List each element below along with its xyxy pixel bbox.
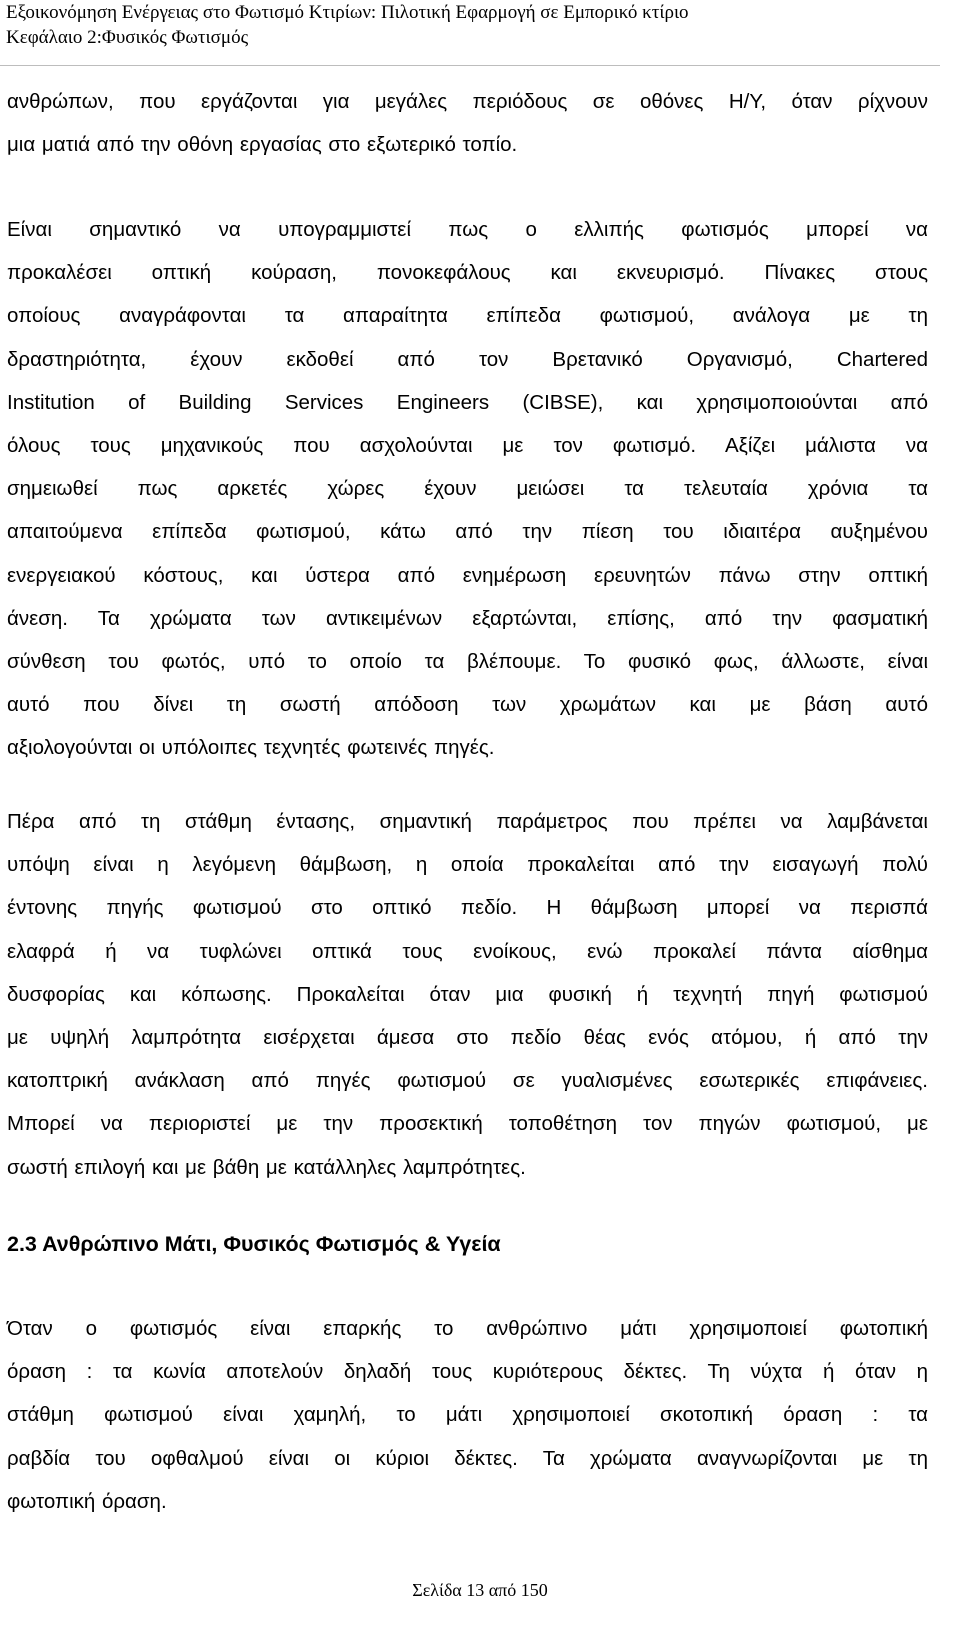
paragraph-line: Είναι σημαντικό να υπογραμμιστεί πως ο ελλιπής φωτισμός μπορεί να: [7, 218, 928, 241]
paragraph-line: μια ματιά από την οθόνη εργασίας στο εξωτερικό τοπίο.: [7, 133, 518, 157]
paragraph-line: φωτοπική όραση.: [7, 1489, 167, 1513]
paragraph-line: Institution of Building Services Engineers (CIBSE), και χρησιμοποιούνται από: [7, 390, 928, 414]
paragraph-line: Όταν ο φωτισμός είναι επαρκής το ανθρώπινο μάτι χρησιμοποιεί φωτοπική: [7, 1317, 928, 1340]
header-title: Εξοικονόμηση Ενέργειας στο Φωτισμό Κτιρίων: Πιλοτική Εφαρμογή σε Εμπορικό κτίριο: [6, 2, 689, 23]
paragraph-line: όλους τους μηχανικούς που ασχολούνται με τον φωτισμό. Αξίζει μάλιστα να: [7, 434, 928, 458]
paragraph-line: αξιολογούνται οι υπόλοιπες τεχνητές φωτεινές πηγές.: [7, 736, 495, 760]
paragraph-line: προκαλέσει οπτική κούραση, πονοκεφάλους και εκνευρισμό. Πίνακες στους: [7, 261, 928, 285]
paragraph-line: απαιτούμενα επίπεδα φωτισμού, κάτω από την πίεση του ιδιαιτέρα αυξημένου: [7, 520, 928, 544]
paragraph-line: στάθμη φωτισμού είναι χαμηλή, το μάτι χρησιμοποιεί σκοτοπική όραση : τα: [7, 1403, 928, 1427]
header-divider: [0, 65, 940, 66]
paragraph-line: κατοπτρική ανάκλαση από πηγές φωτισμού σε γυαλισμένες εσωτερικές επιφάνειες.: [7, 1069, 928, 1093]
page-number-footer: Σελίδα 13 από 150: [412, 1580, 548, 1600]
paragraph-1: [7, 80, 928, 166]
paragraph-2: [7, 208, 928, 770]
paragraph-line: όραση : τα κωνία αποτελούν δηλαδή τους κυριότερους δέκτες. Τη νύχτα ή όταν η: [7, 1360, 928, 1384]
paragraph-line: σύνθεση του φωτός, υπό το οποίο τα βλέπουμε. Το φυσικό φως, άλλωστε, είναι: [7, 650, 928, 674]
page-header: [6, 0, 940, 50]
paragraph-line: άνεση. Τα χρώματα των αντικειμένων εξαρτώνται, επίσης, από την φασματική: [7, 606, 928, 630]
paragraph-line: δυσφορίας και κόπωσης. Προκαλείται όταν μια φυσική ή τεχνητή πηγή φωτισμού: [7, 982, 928, 1006]
paragraph-line: ραβδία του οφθαλμού είναι οι κύριοι δέκτες. Τα χρώματα αναγνωρίζονται με τη: [7, 1446, 928, 1470]
paragraph-line: Μπορεί να περιοριστεί με την προσεκτική τοποθέτηση τον πηγών φωτισμού, με: [7, 1112, 928, 1136]
paragraph-line: δραστηριότητα, έχουν εκδοθεί από τον Βρετανικό Οργανισμό, Chartered: [7, 347, 928, 371]
paragraph-line: σωστή επιλογή και με βάθη με κατάλληλες λαμπρότητες.: [7, 1155, 526, 1179]
section-heading: 2.3 Ανθρώπινο Μάτι, Φυσικός Φωτισμός & Υγεία: [7, 1232, 501, 1256]
paragraph-line: αυτό που δίνει τη σωστή απόδοση των χρωμάτων και με βάση αυτό: [7, 693, 928, 717]
paragraph-line: υπόψη είναι η λεγόμενη θάμβωση, η οποία προκαλείται από την εισαγωγή πολύ: [7, 853, 928, 877]
paragraph-line: έντονης πηγής φωτισμού στο οπτικό πεδίο. Η θάμβωση μπορεί να περισπά: [7, 896, 928, 920]
paragraph-line: ελαφρά ή να τυφλώνει οπτικά τους ενοίκους, ενώ προκαλεί πάντα αίσθημα: [7, 939, 928, 963]
paragraph-line: σημειωθεί πως αρκετές χώρες έχουν μειώσει τα τελευταία χρόνια τα: [7, 477, 928, 501]
paragraph-3: [7, 800, 928, 1189]
header-chapter: Κεφάλαιο 2:Φυσικός Φωτισμός: [6, 27, 249, 48]
paragraph-4: [7, 1307, 928, 1523]
paragraph-line: ενεργειακού κόστους, και ύστερα από ενημέρωση ερευνητών πάνω στην οπτική: [7, 563, 928, 587]
paragraph-line: με υψηλή λαμπρότητα εισέρχεται άμεσα στο πεδίο θέας ενός ατόμου, ή από την: [7, 1026, 928, 1050]
paragraph-line: οποίους αναγράφονται τα απαραίτητα επίπεδα φωτισμού, ανάλογα με τη: [7, 304, 928, 328]
paragraph-line: Πέρα από τη στάθμη έντασης, σημαντική παράμετρος που πρέπει να λαμβάνεται: [7, 810, 928, 833]
paragraph-line: ανθρώπων, που εργάζονται για μεγάλες περιόδους σε οθόνες Η/Υ, όταν ρίχνουν: [7, 90, 928, 113]
